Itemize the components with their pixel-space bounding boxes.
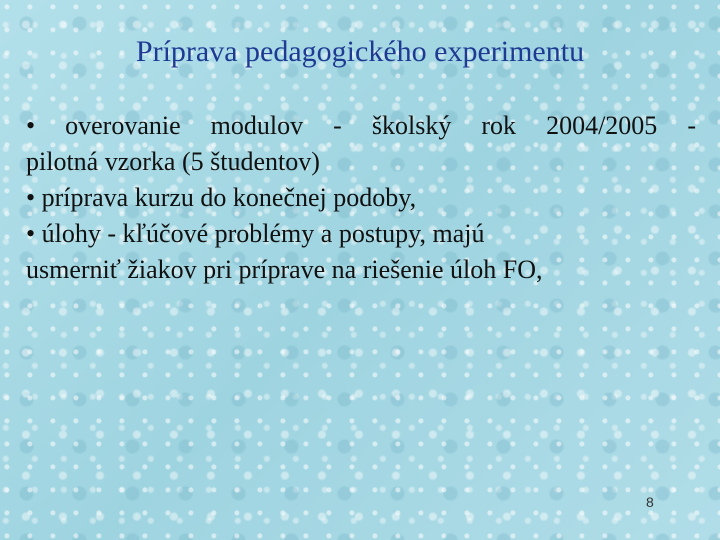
slide-title: Príprava pedagogického experimentu <box>135 35 585 68</box>
bullet-line-2: • príprava kurzu do konečnej podoby, <box>26 183 417 212</box>
page-number: 8 <box>646 494 654 510</box>
bullet-line-3-continued: usmerniť žiakov pri príprave na riešenie úloh FO, <box>26 255 543 284</box>
slide-body <box>26 108 696 288</box>
bullet-line-1-continued: pilotná vzorka (5 študentov) <box>26 147 320 176</box>
bullet-line-3: • úlohy - kľúčové problémy a postupy, majú <box>26 219 485 248</box>
bullet-line-1: • overovanie modulov - školský rok 2004/2005 - <box>26 111 696 140</box>
